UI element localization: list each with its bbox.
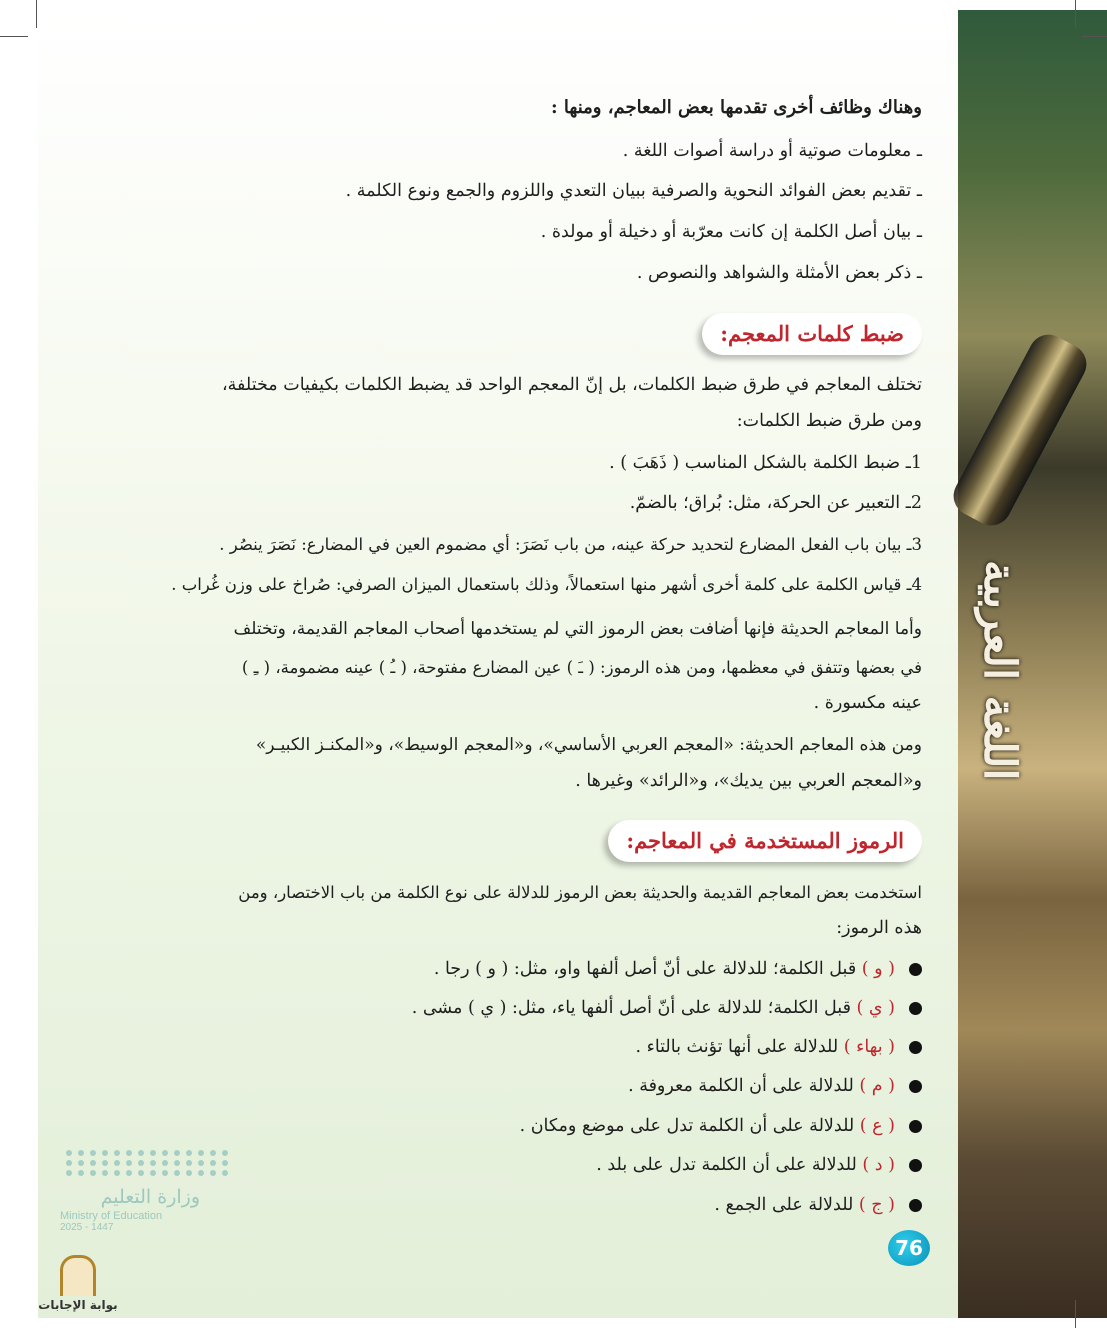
section-title-dictionary-symbols: الرموز المستخدمة في المعاجم: xyxy=(608,820,922,862)
intro-heading: وهناك وظائف أخرى تقدمها بعض المعاجم، ومنها : xyxy=(551,97,922,118)
intro-item: ـ معلومات صوتية أو دراسة أصوات اللغة . xyxy=(622,141,922,161)
symbol-code: ( و ) xyxy=(861,959,895,979)
logo-dots xyxy=(66,1150,210,1176)
page-number-badge: 76 xyxy=(888,1230,930,1266)
crop-mark xyxy=(1075,1300,1076,1328)
book-spine-title: اللغة العربية xyxy=(974,560,1025,781)
bullet-icon xyxy=(909,1080,922,1093)
symbol-list-item xyxy=(596,1152,922,1178)
symbol-description: للدلالة على أنها تؤنث بالتاء . xyxy=(635,1037,844,1057)
ministry-name-english: Ministry of Education xyxy=(60,1210,163,1222)
symbol-description: قبل الكلمة؛ للدلالة على أنّ أصل ألفها ياء، مثل: ( ي ) مشى . xyxy=(411,998,857,1018)
symbol-code: ( ي ) xyxy=(856,998,895,1018)
symbol-list-item xyxy=(520,1113,922,1139)
symbol-description: قبل الكلمة؛ للدلالة على أنّ أصل ألفها واو، مثل: ( و ) رجا . xyxy=(433,959,862,979)
symbol-list-item xyxy=(628,1073,922,1099)
ministry-name-arabic: وزارة التعليم xyxy=(100,1186,200,1208)
section1-paragraph: ومن هذه المعاجم الحديثة: «المعجم العربي الأساسي»، و«المعجم الوسيط»، و«المكنـز الكبيـر» xyxy=(255,735,922,755)
section1-paragraph: في بعضها وتتفق في معظمها، ومن هذه الرموز: ( ـَ ) عين المضارع مفتوحة، ( ـُ ) عينه مضمومة، ( ـِ ) xyxy=(241,658,922,677)
section2-paragraph: استخدمت بعض المعاجم القديمة والحديثة بعض الرموز للدلالة على نوع الكلمة من باب الاختصار، ومن xyxy=(238,883,922,902)
symbol-description: للدلالة على الجمع . xyxy=(714,1195,859,1215)
crop-mark xyxy=(1082,36,1107,37)
intro-item: ـ ذكر بعض الأمثلة والشواهد والنصوص . xyxy=(636,263,922,283)
symbol-description: للدلالة على أن الكلمة معروفة . xyxy=(628,1076,860,1096)
symbol-description: للدلالة على أن الكلمة تدل على موضع ومكان . xyxy=(519,1116,860,1136)
bullet-icon xyxy=(909,1120,922,1133)
section2-paragraph: هذه الرموز: xyxy=(836,918,922,938)
edition-years: 2025 - 1447 xyxy=(60,1222,114,1233)
section1-paragraph: تختلف المعاجم في طرق ضبط الكلمات، بل إنّ المعجم الواحد قد يضبط الكلمات بكيفيات مختلفة، xyxy=(222,375,922,395)
bullet-icon xyxy=(909,1159,922,1172)
symbol-list-item xyxy=(714,1192,922,1218)
symbol-list-item xyxy=(434,956,922,982)
section1-list-item: 4ـ قياس الكلمة على كلمة أخرى أشهر منها استعمالاً، وذلك باستعمال الميزان الصرفي: صُراخ على وزن غُراب . xyxy=(171,575,922,594)
symbol-list-item xyxy=(635,1034,922,1060)
section1-list-item: 1ـ ضبط الكلمة بالشكل المناسب ( ذَهَبَ ) . xyxy=(609,453,922,473)
section1-list-item: 3ـ بيان باب الفعل المضارع لتحديد حركة عينه، من باب نَصَرَ: أي مضموم العين في المضارع: نَصَرَ ينصُر . xyxy=(219,535,922,554)
symbol-code: ( د ) xyxy=(862,1155,895,1175)
watermark-text: بوابة الإجابات xyxy=(38,1298,118,1312)
bullet-icon xyxy=(909,1002,922,1015)
section1-paragraph: عينه مكسورة . xyxy=(813,693,922,713)
crop-mark xyxy=(36,0,37,28)
crop-mark xyxy=(0,36,28,37)
bullet-icon xyxy=(909,1041,922,1054)
symbol-code: ( بهاء ) xyxy=(843,1037,895,1057)
symbol-code: ( م ) xyxy=(859,1076,895,1096)
symbol-description: للدلالة على أن الكلمة تدل على بلد . xyxy=(596,1155,863,1175)
symbol-list-item xyxy=(412,995,922,1021)
symbol-code: ( ج ) xyxy=(858,1195,895,1215)
crop-mark xyxy=(1075,0,1076,28)
section1-paragraph: وأما المعاجم الحديثة فإنها أضافت بعض الرموز التي لم يستخدمها أصحاب المعاجم القديمة، وتختلف xyxy=(233,619,922,639)
symbol-code: ( ع ) xyxy=(859,1116,895,1136)
section1-paragraph: ومن طرق ضبط الكلمات: xyxy=(736,411,922,431)
section1-list-item: 2ـ التعبير عن الحركة، مثل: بُراق؛ بالضمّ. xyxy=(629,493,922,513)
intro-item: ـ بيان أصل الكلمة إن كانت معرّبة أو دخيلة أو مولدة . xyxy=(540,222,922,242)
gate-icon xyxy=(60,1255,96,1296)
site-watermark xyxy=(28,1255,128,1325)
section1-paragraph: و«المعجم العربي بين يديك»، و«الرائد» وغيرها . xyxy=(575,771,922,791)
intro-item: ـ تقديم بعض الفوائد النحوية والصرفية ببيان التعدي واللزوم والجمع ونوع الكلمة . xyxy=(345,181,922,201)
section-title-dictionary-vocalization: ضبط كلمات المعجم: xyxy=(702,313,922,355)
ministry-of-education-logo xyxy=(60,1150,210,1270)
bullet-icon xyxy=(909,963,922,976)
bullet-icon xyxy=(909,1199,922,1212)
